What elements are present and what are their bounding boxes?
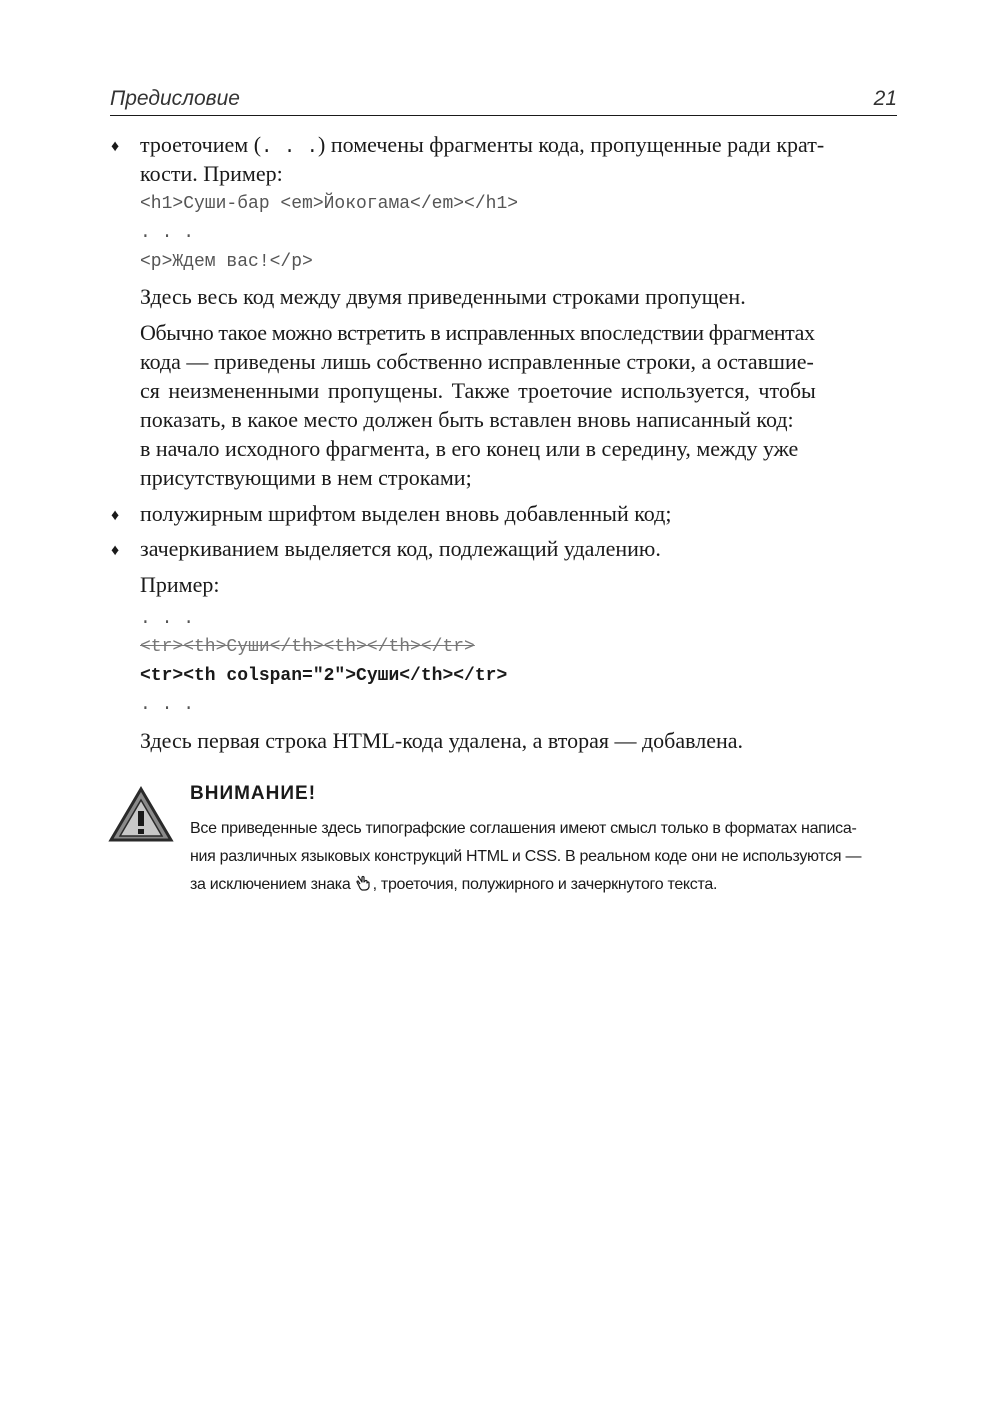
- code-line: . . .: [140, 223, 195, 243]
- paragraph-line: кода — приведены лишь собственно исправленные строки, а оставшие-: [140, 349, 814, 374]
- paragraph-line: Обычно такое можно встретить в исправленных впоследствии фрагментах: [140, 320, 815, 345]
- warning-line: ния различных языковых конструкций HTML и CSS. В реальном коде они не используются —: [190, 848, 862, 865]
- bullet-marker: [111, 138, 119, 156]
- text-fragment: , троеточия, полужирного и зачеркнутого текста.: [372, 876, 718, 893]
- bullet2-text: полужирным шрифтом выделен вновь добавленный код;: [140, 501, 672, 526]
- bullet3-text: зачеркиванием выделяется код, подлежащий удалению.: [140, 536, 661, 561]
- paragraph-line: присутствующими в нем строками;: [140, 465, 472, 490]
- warning-triangle-icon: [108, 786, 174, 844]
- bullet1-line2: кости. Пример:: [140, 161, 283, 186]
- inline-code-ellipsis: . . .: [261, 136, 319, 158]
- text-fragment: троеточием (: [140, 132, 262, 157]
- code-line: . . .: [140, 609, 195, 629]
- paragraph: Здесь первая строка HTML-кода удалена, а вторая — добавлена.: [140, 728, 744, 753]
- bullet1-line1: [140, 130, 897, 162]
- warning-title: ВНИМАНИЕ!: [190, 783, 317, 804]
- example-label: Пример:: [140, 572, 220, 597]
- warning-line: Все приведенные здесь типографские соглашения имеют смысл только в форматах написа-: [190, 820, 857, 837]
- paragraph-line: ся неизмененными пропущены. Также троеточие используется, чтобы: [140, 378, 816, 403]
- hand-pointer-icon: [355, 874, 373, 892]
- running-head: [110, 87, 897, 116]
- paragraph: Здесь весь код между двумя приведенными строками пропущен.: [140, 284, 746, 309]
- code-line: <h1>Суши-бар <em>Йокогама</em></h1>: [140, 194, 519, 214]
- page-number: 21: [873, 87, 897, 110]
- chapter-title: Предисловие: [110, 87, 240, 110]
- paragraph-line: в начало исходного фрагмента, в его конец или в середину, между уже: [140, 436, 799, 461]
- code-line: . . .: [140, 695, 195, 715]
- warning-text: [190, 815, 898, 899]
- warning-line: [190, 871, 898, 899]
- paragraph-line: показать, в какое место должен быть вставлен вновь написанный код:: [140, 407, 794, 432]
- code-line: <p>Ждем вас!</p>: [140, 252, 313, 272]
- bullet-marker: [111, 507, 119, 525]
- text-fragment: ) помечены фрагменты кода, пропущенные ради крат-: [318, 132, 825, 157]
- code-line-added: <tr><th colspan="2">Суши</th></tr>: [140, 666, 508, 686]
- text-fragment: за исключением знака: [190, 876, 351, 893]
- bullet-marker: [111, 542, 119, 560]
- code-line-deleted: <tr><th>Суши</th><th></th></tr>: [140, 637, 475, 657]
